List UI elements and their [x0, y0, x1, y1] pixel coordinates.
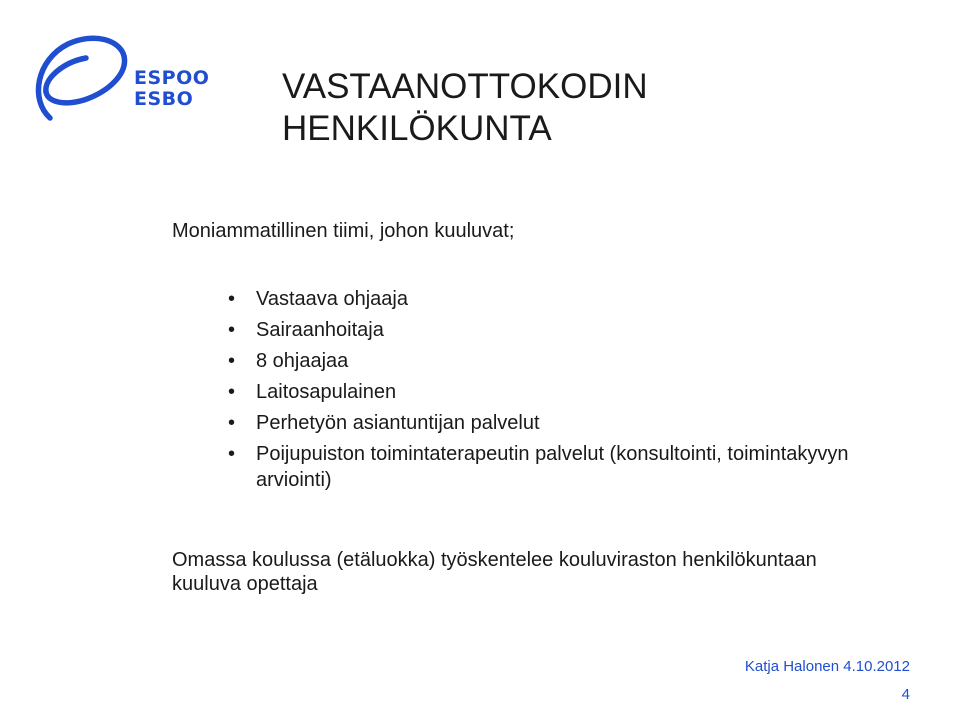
list-item: [228, 348, 868, 374]
list-item-text: Poijupuiston toimintaterapeutin palvelut (konsultointi, toimintakyvyn arviointi): [256, 443, 849, 491]
list-item-text: Vastaava ohjaaja: [256, 288, 408, 310]
slide-title-line-1: VASTAANOTTOKODIN: [282, 67, 648, 106]
list-item: [228, 317, 868, 343]
outro-text: Omassa koulussa (etäluokka) työskentelee kouluviraston henkilökuntaan kuuluva opettaja: [172, 549, 817, 595]
logo-word-espoo: ESPOO: [134, 67, 210, 89]
espoo-logo: [28, 30, 218, 130]
bullet-icon: •: [228, 381, 236, 403]
list-item: [228, 441, 868, 493]
slide-title: [282, 66, 648, 150]
list-item: [228, 286, 868, 312]
bullet-icon: •: [228, 288, 236, 310]
bullet-icon: •: [228, 443, 236, 465]
logo-word-esbo: ESBO: [134, 88, 194, 110]
intro-text: Moniammatillinen tiimi, johon kuuluvat;: [172, 220, 515, 242]
list-item: [228, 379, 868, 405]
staff-list: [228, 286, 868, 498]
list-item-text: Sairaanhoitaja: [256, 319, 384, 341]
bullet-icon: •: [228, 319, 236, 341]
list-item-text: Perhetyön asiantuntijan palvelut: [256, 412, 540, 434]
espoo-swirl-icon: [28, 30, 138, 130]
page-number: 4: [901, 686, 910, 703]
logo-wordmark: [134, 68, 209, 110]
bullet-icon: •: [228, 350, 236, 372]
list-item-text: 8 ohjaajaa: [256, 350, 349, 372]
list-item-text: Laitosapulainen: [256, 381, 397, 403]
list-item: [228, 410, 868, 436]
slide-title-line-2: HENKILÖKUNTA: [282, 109, 552, 148]
bullet-icon: •: [228, 412, 236, 434]
footer-author-date: Katja Halonen 4.10.2012: [744, 658, 910, 675]
